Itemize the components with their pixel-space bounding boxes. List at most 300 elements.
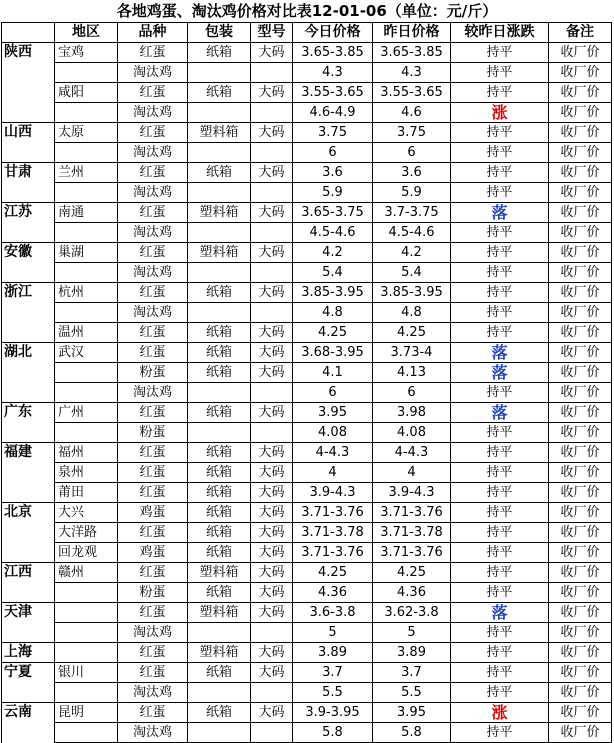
table-row [2,563,612,583]
table-row [2,403,612,423]
cell-province: 浙江 [2,283,55,303]
cell-change: 持平 [451,63,549,83]
cell-province [2,423,55,443]
cell-pack [188,723,251,743]
cell-yesterday-price: 4.25 [373,563,451,583]
cell-kind: 红蛋 [118,403,188,423]
cell-size: 大码 [251,243,293,263]
cell-kind: 红蛋 [118,243,188,263]
cell-size [251,723,293,743]
cell-today-price: 3.6 [293,163,373,183]
cell-change: 持平 [451,143,549,163]
cell-province [2,83,55,103]
table-row [2,263,612,283]
cell-today-price: 5.5 [293,683,373,703]
cell-change: 落 [451,603,549,623]
cell-note: 收厂价 [549,103,612,123]
cell-region [55,583,118,603]
cell-note: 收厂价 [549,263,612,283]
cell-pack [188,303,251,323]
cell-size [251,423,293,443]
cell-yesterday-price: 3.75 [373,123,451,143]
cell-yesterday-price: 4.2 [373,243,451,263]
cell-kind: 红蛋 [118,83,188,103]
cell-note: 收厂价 [549,603,612,623]
cell-province [2,363,55,383]
cell-size [251,263,293,283]
cell-region [55,383,118,403]
table-row [2,503,612,523]
cell-pack: 纸箱 [188,363,251,383]
cell-kind: 红蛋 [118,563,188,583]
cell-region [55,263,118,283]
cell-kind: 淘汰鸡 [118,263,188,283]
cell-region [55,143,118,163]
cell-province [2,143,55,163]
cell-today-price: 3.7 [293,663,373,683]
cell-today-price: 3.9-4.3 [293,483,373,503]
cell-today-price: 3.55-3.65 [293,83,373,103]
cell-kind: 鸡蛋 [118,543,188,563]
cell-province: 山西 [2,123,55,143]
cell-region [55,183,118,203]
cell-note: 收厂价 [549,403,612,423]
cell-yesterday-price: 4.6 [373,103,451,123]
cell-pack: 塑料箱 [188,123,251,143]
cell-size: 大码 [251,283,293,303]
cell-today-price: 5.8 [293,723,373,743]
cell-pack [188,263,251,283]
cell-province [2,183,55,203]
cell-note: 收厂价 [549,563,612,583]
table-row [2,183,612,203]
cell-note: 收厂价 [549,183,612,203]
cell-size: 大码 [251,343,293,363]
cell-province [2,63,55,83]
table-row [2,383,612,403]
cell-today-price: 4 [293,463,373,483]
cell-kind: 淘汰鸡 [118,383,188,403]
cell-change: 持平 [451,263,549,283]
cell-note: 收厂价 [549,63,612,83]
table-row [2,663,612,683]
cell-kind: 红蛋 [118,163,188,183]
cell-size: 大码 [251,703,293,723]
cell-today-price: 3.89 [293,643,373,663]
cell-kind: 淘汰鸡 [118,63,188,83]
table-row [2,143,612,163]
cell-today-price: 3.68-3.95 [293,343,373,363]
cell-yesterday-price: 3.85-3.95 [373,283,451,303]
cell-note: 收厂价 [549,323,612,343]
cell-region [55,303,118,323]
cell-region: 巢湖 [55,243,118,263]
cell-note: 收厂价 [549,703,612,723]
cell-size: 大码 [251,643,293,663]
cell-kind: 红蛋 [118,643,188,663]
cell-today-price: 4-4.3 [293,443,373,463]
cell-region: 回龙观 [55,543,118,563]
table-row [2,543,612,563]
table-row [2,223,612,243]
cell-yesterday-price: 5.5 [373,683,451,703]
header-region: 地区 [55,23,118,43]
table-row [2,63,612,83]
cell-change: 持平 [451,683,549,703]
cell-today-price: 3.85-3.95 [293,283,373,303]
cell-kind: 鸡蛋 [118,503,188,523]
cell-kind: 红蛋 [118,663,188,683]
cell-kind: 淘汰鸡 [118,623,188,643]
table-row [2,603,612,623]
cell-note: 收厂价 [549,503,612,523]
cell-region: 宝鸡 [55,43,118,63]
cell-pack: 纸箱 [188,483,251,503]
header-yesterday: 昨日价格 [373,23,451,43]
cell-note: 收厂价 [549,303,612,323]
cell-pack: 纸箱 [188,443,251,463]
cell-yesterday-price: 6 [373,143,451,163]
cell-region [55,623,118,643]
cell-size: 大码 [251,203,293,223]
cell-change: 持平 [451,543,549,563]
cell-yesterday-price: 4.5-4.6 [373,223,451,243]
cell-kind: 淘汰鸡 [118,103,188,123]
cell-pack: 塑料箱 [188,603,251,623]
cell-pack: 纸箱 [188,503,251,523]
table-row [2,343,612,363]
cell-region: 杭州 [55,283,118,303]
cell-region [55,423,118,443]
cell-size [251,623,293,643]
cell-yesterday-price: 3.71-3.78 [373,523,451,543]
cell-size: 大码 [251,563,293,583]
cell-province: 江苏 [2,203,55,223]
cell-yesterday-price: 3.55-3.65 [373,83,451,103]
cell-province [2,523,55,543]
cell-today-price: 6 [293,143,373,163]
cell-pack [188,183,251,203]
cell-kind: 红蛋 [118,523,188,543]
cell-yesterday-price: 4 [373,463,451,483]
cell-province: 上海 [2,643,55,663]
cell-size [251,103,293,123]
table-row [2,363,612,383]
cell-note: 收厂价 [549,723,612,743]
cell-province [2,623,55,643]
cell-size: 大码 [251,463,293,483]
cell-change: 持平 [451,463,549,483]
cell-size [251,683,293,703]
cell-province [2,303,55,323]
cell-province [2,103,55,123]
cell-today-price: 4.6-4.9 [293,103,373,123]
cell-change: 持平 [451,443,549,463]
cell-yesterday-price: 5.9 [373,183,451,203]
cell-yesterday-price: 4.36 [373,583,451,603]
cell-province [2,723,55,743]
cell-note: 收厂价 [549,583,612,603]
cell-size [251,383,293,403]
cell-yesterday-price: 3.95 [373,703,451,723]
cell-kind: 淘汰鸡 [118,143,188,163]
cell-note: 收厂价 [549,343,612,363]
cell-province: 江西 [2,563,55,583]
table-row [2,243,612,263]
cell-note: 收厂价 [549,243,612,263]
cell-pack [188,423,251,443]
cell-province: 甘肃 [2,163,55,183]
cell-change: 持平 [451,83,549,103]
header-note: 备注 [549,23,612,43]
cell-change: 持平 [451,723,549,743]
cell-kind: 红蛋 [118,123,188,143]
cell-region [55,723,118,743]
cell-province: 北京 [2,503,55,523]
cell-pack [188,223,251,243]
cell-kind: 红蛋 [118,463,188,483]
cell-yesterday-price: 3.6 [373,163,451,183]
cell-change: 持平 [451,183,549,203]
cell-size: 大码 [251,43,293,63]
table-row [2,643,612,663]
cell-change: 持平 [451,523,549,543]
cell-note: 收厂价 [549,443,612,463]
table-row [2,483,612,503]
cell-today-price: 4.1 [293,363,373,383]
cell-yesterday-price: 3.89 [373,643,451,663]
cell-region: 银川 [55,663,118,683]
cell-note: 收厂价 [549,123,612,143]
cell-province: 广东 [2,403,55,423]
cell-size: 大码 [251,483,293,503]
cell-region: 广州 [55,403,118,423]
cell-change: 持平 [451,423,549,443]
table-row [2,463,612,483]
cell-kind: 红蛋 [118,43,188,63]
table-row [2,163,612,183]
price-table [1,22,612,743]
cell-region [55,643,118,663]
cell-kind: 红蛋 [118,603,188,623]
cell-note: 收厂价 [549,683,612,703]
cell-pack: 纸箱 [188,663,251,683]
cell-change: 持平 [451,583,549,603]
cell-today-price: 3.75 [293,123,373,143]
cell-yesterday-price: 3.73-4 [373,343,451,363]
cell-region: 大兴 [55,503,118,523]
cell-today-price: 4.3 [293,63,373,83]
cell-province [2,323,55,343]
cell-note: 收厂价 [549,643,612,663]
cell-kind: 红蛋 [118,323,188,343]
cell-today-price: 5.9 [293,183,373,203]
cell-pack: 纸箱 [188,283,251,303]
cell-province: 天津 [2,603,55,623]
cell-pack: 纸箱 [188,43,251,63]
cell-note: 收厂价 [549,463,612,483]
cell-pack: 纸箱 [188,403,251,423]
cell-pack [188,103,251,123]
cell-province [2,263,55,283]
cell-change: 落 [451,203,549,223]
cell-province [2,223,55,243]
cell-change: 持平 [451,243,549,263]
cell-today-price: 3.95 [293,403,373,423]
cell-size [251,183,293,203]
cell-region: 福州 [55,443,118,463]
cell-size: 大码 [251,663,293,683]
cell-size [251,303,293,323]
cell-change: 落 [451,343,549,363]
cell-pack: 纸箱 [188,163,251,183]
cell-yesterday-price: 4.08 [373,423,451,443]
cell-note: 收厂价 [549,383,612,403]
cell-yesterday-price: 3.7-3.75 [373,203,451,223]
cell-change: 持平 [451,163,549,183]
header-kind: 品种 [118,23,188,43]
cell-kind: 红蛋 [118,203,188,223]
cell-change: 持平 [451,223,549,243]
cell-size [251,223,293,243]
table-row [2,203,612,223]
cell-size: 大码 [251,543,293,563]
table-row [2,683,612,703]
cell-pack: 纸箱 [188,703,251,723]
cell-region [55,103,118,123]
cell-change: 持平 [451,283,549,303]
cell-size: 大码 [251,363,293,383]
cell-yesterday-price: 3.71-3.76 [373,543,451,563]
cell-today-price: 5 [293,623,373,643]
cell-change: 持平 [451,323,549,343]
header-pack: 包装 [188,23,251,43]
cell-kind: 粉蛋 [118,423,188,443]
cell-note: 收厂价 [549,143,612,163]
cell-pack [188,143,251,163]
cell-kind: 红蛋 [118,283,188,303]
cell-size: 大码 [251,403,293,423]
cell-today-price: 3.65-3.85 [293,43,373,63]
table-row [2,443,612,463]
cell-kind: 粉蛋 [118,583,188,603]
cell-yesterday-price: 3.62-3.8 [373,603,451,623]
cell-region [55,223,118,243]
cell-note: 收厂价 [549,363,612,383]
cell-province [2,583,55,603]
cell-change: 落 [451,403,549,423]
header-province [2,23,55,43]
cell-today-price: 4.2 [293,243,373,263]
cell-note: 收厂价 [549,623,612,643]
cell-pack: 塑料箱 [188,563,251,583]
cell-note: 收厂价 [549,483,612,503]
cell-note: 收厂价 [549,203,612,223]
table-row [2,303,612,323]
cell-province: 湖北 [2,343,55,363]
cell-size: 大码 [251,583,293,603]
cell-kind: 粉蛋 [118,363,188,383]
cell-yesterday-price: 3.98 [373,403,451,423]
table-row [2,103,612,123]
table-row [2,723,612,743]
cell-today-price: 3.71-3.78 [293,523,373,543]
cell-change: 持平 [451,643,549,663]
cell-kind: 红蛋 [118,443,188,463]
header-size: 型号 [251,23,293,43]
cell-yesterday-price: 3.65-3.85 [373,43,451,63]
header-today: 今日价格 [293,23,373,43]
cell-kind: 红蛋 [118,483,188,503]
table-row [2,123,612,143]
cell-note: 收厂价 [549,223,612,243]
cell-note: 收厂价 [549,83,612,103]
cell-change: 持平 [451,43,549,63]
cell-change: 持平 [451,623,549,643]
cell-pack: 纸箱 [188,583,251,603]
cell-region: 兰州 [55,163,118,183]
table-row [2,623,612,643]
cell-today-price: 4.08 [293,423,373,443]
cell-kind: 红蛋 [118,343,188,363]
cell-note: 收厂价 [549,283,612,303]
cell-region: 泉州 [55,463,118,483]
cell-yesterday-price: 5.4 [373,263,451,283]
cell-province: 宁夏 [2,663,55,683]
cell-kind: 淘汰鸡 [118,223,188,243]
cell-size: 大码 [251,123,293,143]
cell-yesterday-price: 4.13 [373,363,451,383]
cell-region: 太原 [55,123,118,143]
cell-region [55,63,118,83]
cell-province [2,383,55,403]
cell-region: 大洋路 [55,523,118,543]
cell-change: 持平 [451,663,549,683]
cell-pack [188,383,251,403]
cell-region: 昆明 [55,703,118,723]
cell-today-price: 4.5-4.6 [293,223,373,243]
cell-note: 收厂价 [549,663,612,683]
cell-note: 收厂价 [549,543,612,563]
cell-today-price: 3.9-3.95 [293,703,373,723]
cell-yesterday-price: 5.8 [373,723,451,743]
cell-province: 陕西 [2,43,55,63]
cell-today-price: 3.71-3.76 [293,503,373,523]
cell-size: 大码 [251,503,293,523]
cell-yesterday-price: 5 [373,623,451,643]
cell-today-price: 3.6-3.8 [293,603,373,623]
table-row [2,423,612,443]
cell-today-price: 5.4 [293,263,373,283]
cell-note: 收厂价 [549,43,612,63]
table-row [2,523,612,543]
cell-size [251,143,293,163]
table-row [2,83,612,103]
cell-note: 收厂价 [549,423,612,443]
cell-region: 莆田 [55,483,118,503]
cell-pack: 塑料箱 [188,243,251,263]
cell-kind: 红蛋 [118,703,188,723]
cell-yesterday-price: 4-4.3 [373,443,451,463]
cell-change: 持平 [451,123,549,143]
cell-change: 涨 [451,703,549,723]
cell-province: 安徽 [2,243,55,263]
cell-today-price: 4.8 [293,303,373,323]
cell-note: 收厂价 [549,163,612,183]
cell-today-price: 4.25 [293,323,373,343]
table-body [2,23,612,743]
cell-region [55,363,118,383]
